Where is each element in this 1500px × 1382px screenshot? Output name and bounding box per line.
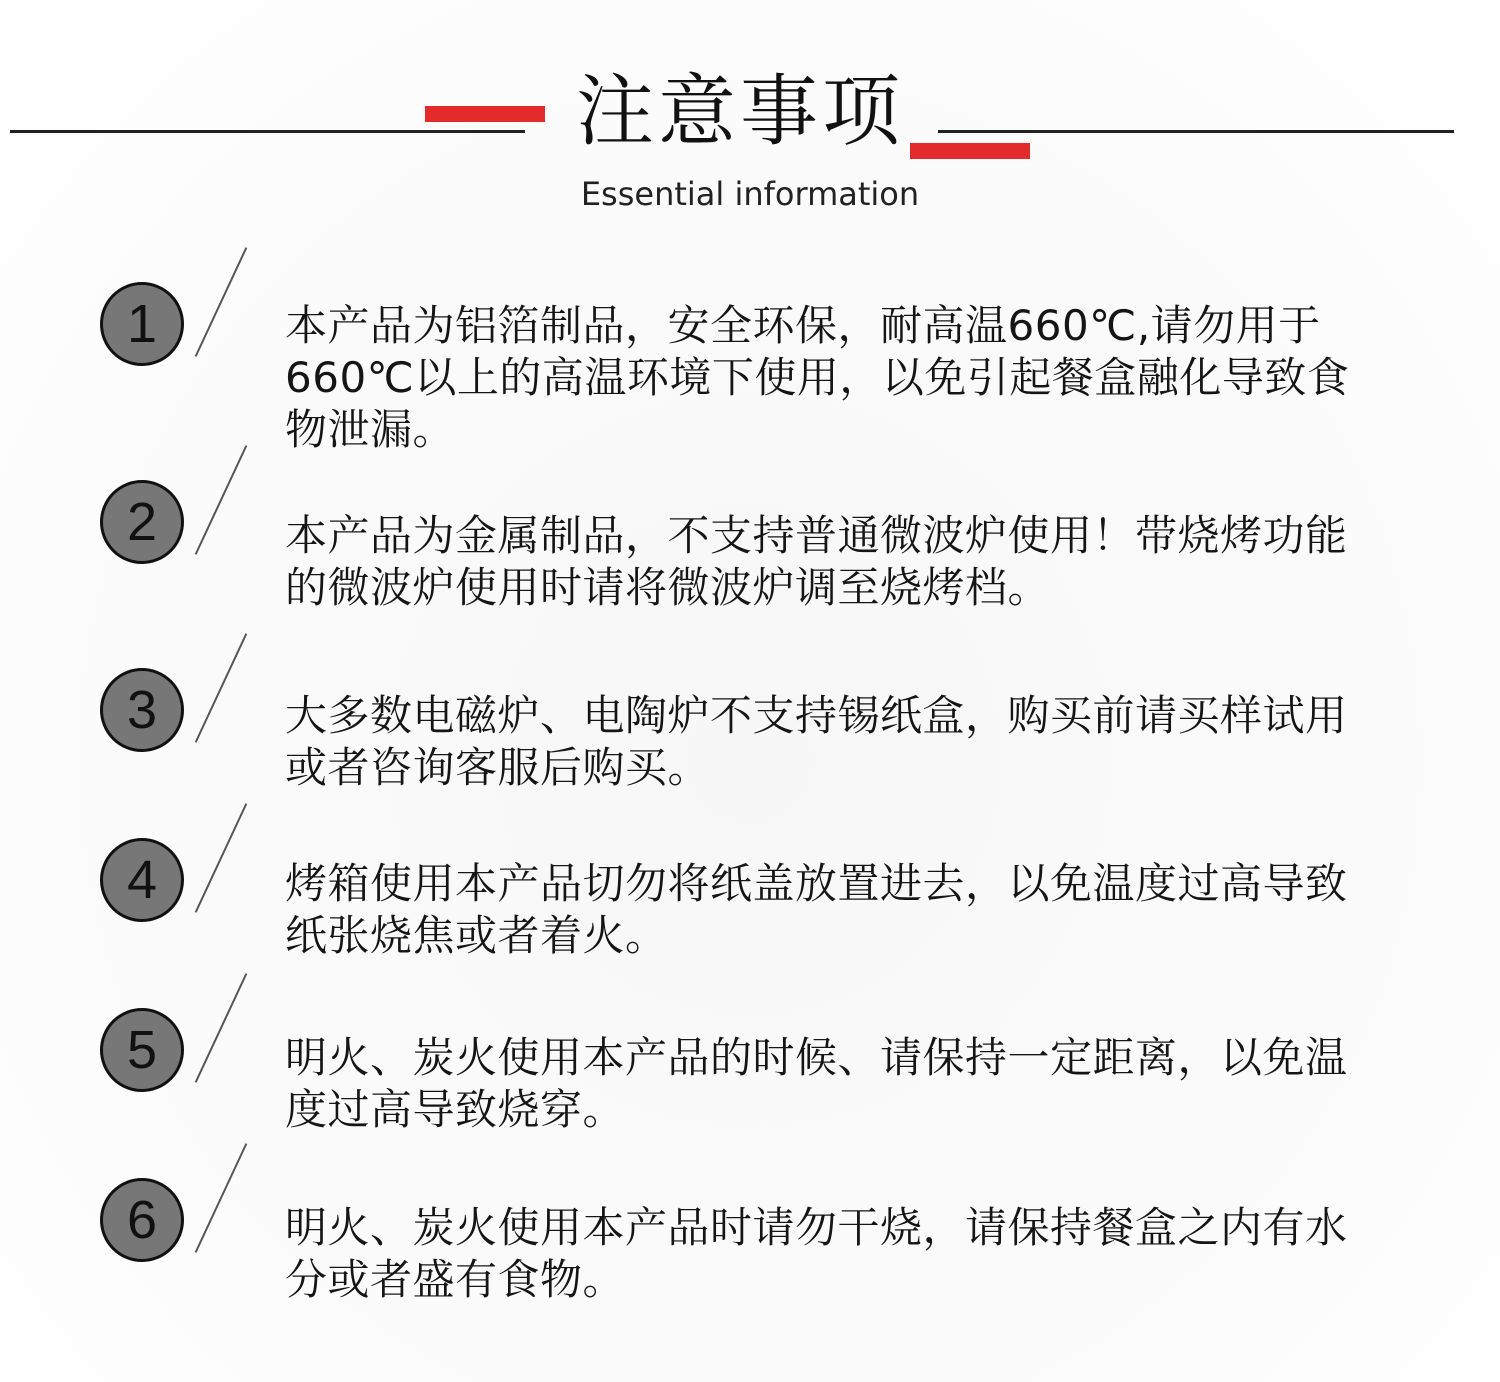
number-badge: 4 xyxy=(100,838,184,922)
slash-divider xyxy=(195,973,248,1083)
header-accent-bar-right xyxy=(910,143,1030,159)
slash-divider xyxy=(195,633,248,743)
header-rule-right xyxy=(938,130,1454,133)
notice-text: 明火、炭火使用本产品的时候、请保持一定距离，以免温度过高导致烧穿。 xyxy=(285,1033,1348,1134)
number-badge: 5 xyxy=(100,1008,184,1092)
number-badge: 2 xyxy=(100,480,184,564)
notice-text: 本产品为铝箔制品，安全环保，耐高温660℃,请勿用于660℃以上的高温环境下使用，以免引起餐盒融化导致食物泄漏。 xyxy=(285,301,1350,454)
slash-divider xyxy=(195,247,248,357)
number-badge: 3 xyxy=(100,668,184,752)
notice-text: 烤箱使用本产品切勿将纸盖放置进去，以免温度过高导致纸张烧焦或者着火。 xyxy=(285,859,1348,960)
slash-divider xyxy=(195,445,248,555)
slash-divider xyxy=(195,1143,248,1253)
page-title: 注意事项 xyxy=(575,67,904,157)
notice-text: 大多数电磁炉、电陶炉不支持锡纸盒，购买前请买样试用或者咨询客服后购买。 xyxy=(285,691,1348,792)
notice-text: 本产品为金属制品，不支持普通微波炉使用！带烧烤功能的微波炉使用时请将微波炉调至烧烤档。 xyxy=(285,511,1348,612)
header-rule-left xyxy=(10,130,525,133)
header-accent-bar-left xyxy=(425,106,545,122)
page-subtitle: Essential information xyxy=(580,175,920,213)
number-badge: 1 xyxy=(100,282,184,366)
notice-text: 明火、炭火使用本产品时请勿干烧，请保持餐盒之内有水分或者盛有食物。 xyxy=(285,1203,1348,1304)
slash-divider xyxy=(195,803,248,913)
number-badge: 6 xyxy=(100,1178,184,1262)
